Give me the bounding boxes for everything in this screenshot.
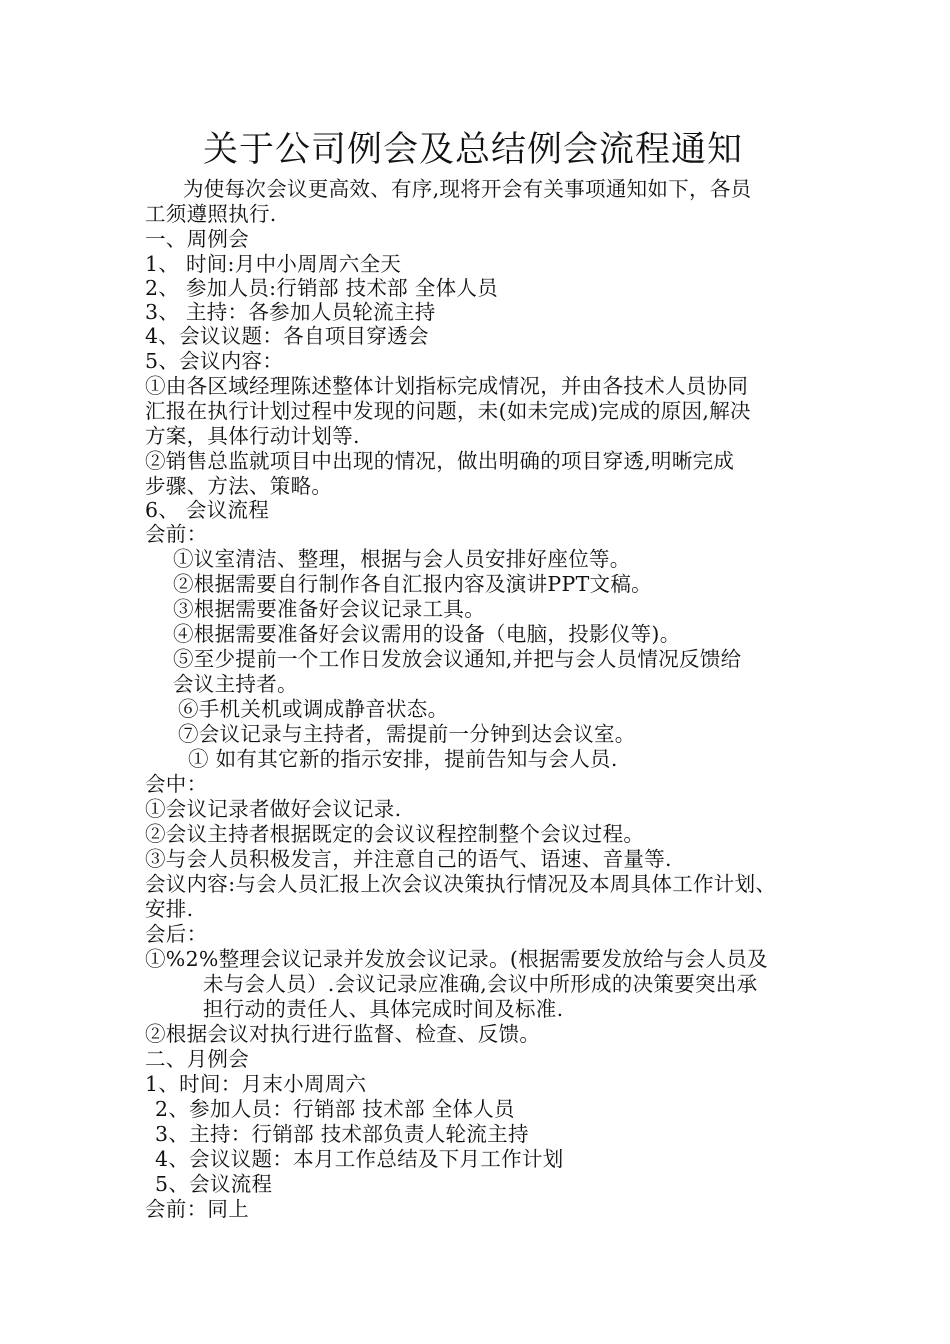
after-item-2: ②根据会议对执行进行监督、检查、反馈。 [145,1022,541,1046]
content-item-2-line-2: 步骤、方法、策略。 [145,474,333,498]
before-meeting-heading: 会前： [145,522,208,546]
content-item-1-line-3: 方案，具体行动计划等. [145,424,360,448]
after-item-1-line-1: ①%2%整理会议记录并发放会议记录。(根据需要发放给与会人员及 [145,947,768,971]
weekly-process-heading: 6、 会议流程 [145,498,270,522]
monthly-participants: 2、参加人员：行销部 技术部 全体人员 [155,1097,515,1121]
before-item-3: ③根据需要准备好会议记录工具。 [173,597,485,621]
content-item-1-line-1: ①由各区域经理陈述整体计划指标完成情况，并由各技术人员协同 [145,374,749,398]
before-item-4: ④根据需要准备好会议需用的设备（电脑，投影仪等)。 [173,622,681,646]
after-meeting-heading: 会后： [145,922,208,946]
during-item-3: ③与会人员积极发言，并注意自己的语气、语速、音量等. [145,847,672,871]
monthly-time: 1、时间：月末小周周六 [145,1072,367,1096]
monthly-before: 会前：同上 [145,1197,249,1221]
after-item-1-line-2: 未与会人员）.会议记录应准确,会议中所形成的决策要突出承 [203,972,758,996]
content-item-2-line-1: ②销售总监就项目中出现的情况，做出明确的项目穿透,明晰完成 [145,449,735,473]
after-item-1-line-3: 担行动的责任人、具体完成时间及标准. [203,997,564,1021]
content-item-1-line-2: 汇报在执行计划过程中发现的问题，未(如未完成)完成的原因,解决 [145,399,751,423]
section-monthly-heading: 二、月例会 [145,1047,249,1071]
section-weekly-heading: 一、周例会 [145,227,249,251]
weekly-time: 1、 时间:月中小周周六全天 [145,252,402,276]
document-title: 关于公司例会及总结例会流程通知 [203,130,744,170]
monthly-topic: 4、会议议题：本月工作总结及下月工作计划 [155,1147,564,1171]
weekly-topic: 4、会议议题：各自项目穿透会 [145,324,429,348]
weekly-content-heading: 5、会议内容： [145,349,284,373]
intro-line-2: 工须遵照执行. [145,202,277,226]
during-item-2: ②会议主持者根据既定的会议议程控制整个会议过程。 [145,822,645,846]
before-item-8: ① 如有其它新的指示安排，提前告知与会人员. [188,747,618,771]
before-item-5-line-1: ⑤至少提前一个工作日发放会议通知,并把与会人员情况反馈给 [173,647,742,671]
before-item-6: ⑥手机关机或调成静音状态。 [178,697,449,721]
during-content-line-1: 会议内容:与会人员汇报上次会议决策执行情况及本周具体工作计划、 [145,872,777,896]
before-item-1: ①议室清洁、整理，根据与会人员安排好座位等。 [173,547,631,571]
before-item-5-line-2: 会议主持者。 [173,672,298,696]
during-meeting-heading: 会中： [145,772,208,796]
weekly-participants: 2、 参加人员:行销部 技术部 全体人员 [145,276,498,300]
intro-line-1: 为使每次会议更高效、有序,现将开会有关事项通知如下，各员 [183,177,752,201]
monthly-host: 3、主持：行销部 技术部负责人轮流主持 [155,1122,529,1146]
during-item-1: ①会议记录者做好会议记录. [145,797,402,821]
before-item-7: ⑦会议记录与主持者，需提前一分钟到达会议室。 [178,722,636,746]
monthly-process: 5、会议流程 [155,1172,273,1196]
weekly-host: 3、 主持：各参加人员轮流主持 [145,300,436,324]
during-content-line-2: 安排. [145,897,194,921]
before-item-2: ②根据需要自行制作各自汇报内容及演讲PPT文稿。 [173,572,652,596]
